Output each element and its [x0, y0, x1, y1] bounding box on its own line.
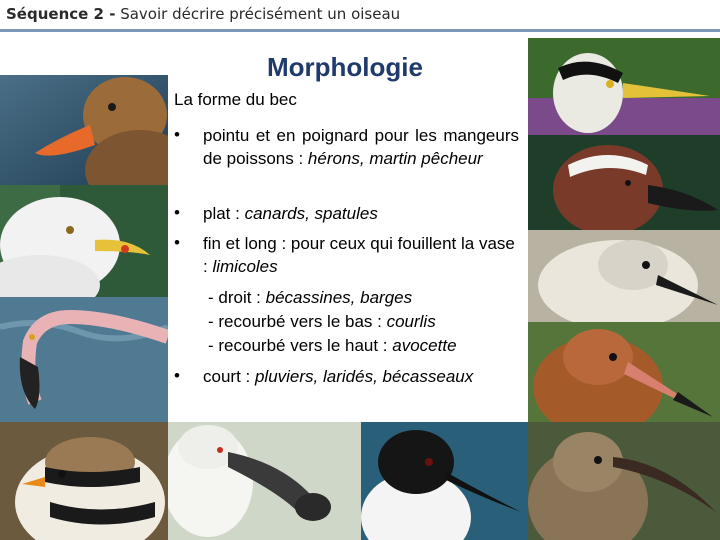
gull-head-photo: [0, 185, 168, 297]
header-divider: [0, 29, 720, 32]
bullet-item-short: court : pluviers, laridés, bécasseaux: [203, 367, 474, 386]
spoonbill-head-photo: [168, 422, 361, 540]
curlew-head-photo: [528, 422, 720, 540]
shoveler-head-photo: [528, 135, 720, 230]
slide-header: [0, 0, 720, 30]
bullet-marker: •: [174, 233, 180, 252]
bullet-item-long: fin et long : pour ceux qui fouillent la vase : limicoles: [203, 234, 515, 276]
bullet-item-flat: plat : canards, spatules: [203, 204, 378, 223]
bullet-marker: •: [174, 203, 180, 222]
sub-item-up-curved: - recourbé vers le haut : avocette: [208, 336, 457, 355]
slide-title: Morphologie: [267, 52, 423, 82]
sequence-title: Savoir décrire précisément un oiseau: [120, 5, 401, 23]
bullet-item-pointed: pointu et en poignard pour les mangeurs de poissons : hérons, martin pêcheur: [203, 126, 519, 168]
plover-head-photo: [0, 422, 168, 540]
slide-subtitle: La forme du bec: [174, 90, 297, 109]
duck-head-photo: [0, 75, 168, 185]
flamingo-head-photo: [0, 297, 168, 422]
bullet-marker: •: [174, 366, 180, 385]
bullet-marker: •: [174, 125, 180, 144]
sanderling-head-photo: [528, 230, 720, 322]
avocet-head-photo: [361, 422, 528, 540]
sub-item-straight: - droit : bécassines, barges: [208, 288, 413, 307]
godwit-head-photo: [528, 322, 720, 422]
sub-item-down-curved: - recourbé vers le bas : courlis: [208, 312, 436, 331]
heron-head-photo: [528, 38, 720, 135]
sequence-label: Séquence 2 -: [6, 5, 116, 23]
header-title: [6, 5, 400, 23]
